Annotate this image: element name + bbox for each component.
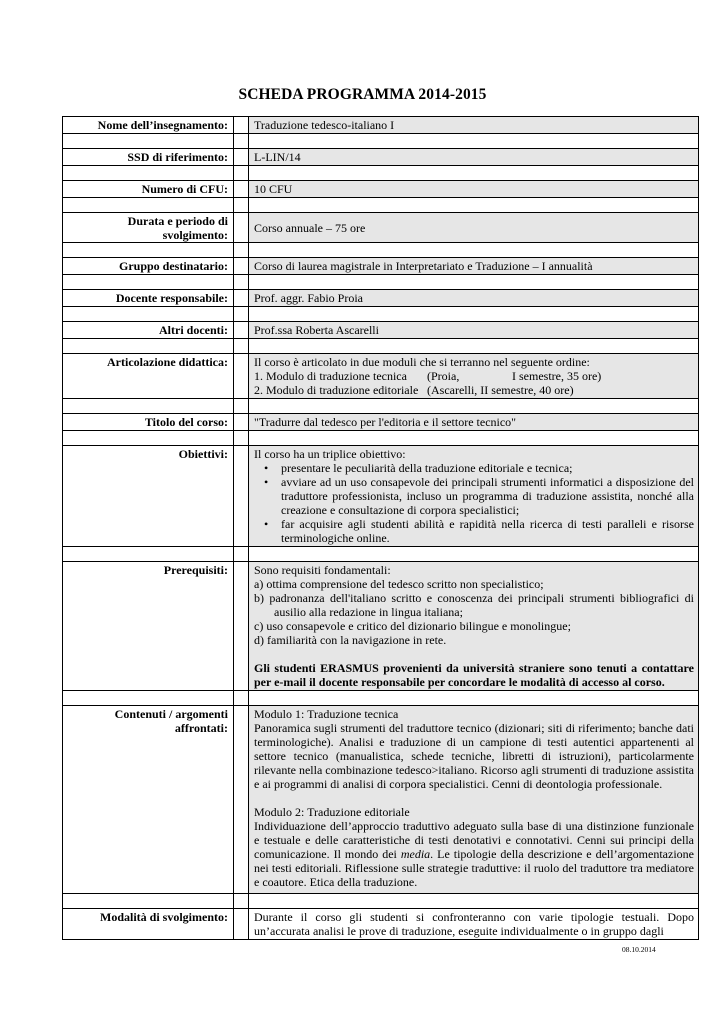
label-cfu: Numero di CFU: bbox=[63, 181, 234, 198]
list-item: a) ottima comprensione del tedesco scritto non specialistico; bbox=[254, 577, 544, 591]
prerequisiti-intro: Sono requisiti fondamentali: bbox=[254, 563, 391, 577]
value-ssd: L-LIN/14 bbox=[249, 149, 699, 166]
row-cfu bbox=[63, 181, 699, 198]
list-item: b) padronanza dell'italiano scritto e conoscenza dei principali strumenti bibliografici di ausilio alla redazione in lingua italiana; bbox=[254, 591, 694, 619]
module-line-1: 1. Modulo di traduzione tecnica (Proia, I semestre, 35 ore) bbox=[254, 369, 602, 383]
row-durata bbox=[63, 213, 699, 243]
value-altri: Prof.ssa Roberta Ascarelli bbox=[249, 322, 699, 339]
label-articolazione: Articolazione didattica: bbox=[63, 354, 234, 399]
label-obiettivi: Obiettivi: bbox=[63, 446, 234, 547]
row-altri bbox=[63, 322, 699, 339]
value-modalita: Durante il corso gli studenti si confronteranno con varie tipologie testuali. Dopo un’accurata analisi le prove di traduzione, eseguite individualmente o in gruppo dagli bbox=[249, 909, 699, 940]
label-altri: Altri docenti: bbox=[63, 322, 234, 339]
row-docente bbox=[63, 290, 699, 307]
label-titolo: Titolo del corso: bbox=[63, 414, 234, 431]
value-contenuti bbox=[249, 706, 699, 894]
value-gruppo: Corso di laurea magistrale in Interpretariato e Traduzione – I annualità bbox=[249, 258, 699, 275]
label-modalita: Modalità di svolgimento: bbox=[63, 909, 234, 940]
module-2-title: Modulo 2: Traduzione editoriale bbox=[254, 805, 410, 819]
label-prerequisiti: Prerequisiti: bbox=[63, 562, 234, 691]
value-docente: Prof. aggr. Fabio Proia bbox=[249, 290, 699, 307]
value-articolazione bbox=[249, 354, 699, 399]
label-durata: Durata e periodo di svolgimento: bbox=[63, 213, 234, 243]
obiettivi-intro: Il corso ha un triplice obiettivo: bbox=[254, 447, 406, 461]
document-title: SCHEDA PROGRAMMA 2014-2015 bbox=[238, 86, 487, 103]
row-contenuti bbox=[63, 706, 699, 894]
row-prerequisiti bbox=[63, 562, 699, 691]
row-titolo bbox=[63, 414, 699, 431]
obiettivi-list bbox=[254, 461, 694, 545]
list-item: d) familiarità con la navigazione in rete. bbox=[254, 633, 447, 647]
row-gruppo bbox=[63, 258, 699, 275]
label-docente: Docente responsabile: bbox=[63, 290, 234, 307]
list-item: • presentare le peculiarità della traduzione editoriale e tecnica; bbox=[281, 461, 694, 475]
label-nome: Nome dell’insegnamento: bbox=[63, 117, 234, 134]
row-articolazione bbox=[63, 354, 699, 399]
value-cfu: 10 CFU bbox=[249, 181, 699, 198]
footer-date: 08.10.2014 bbox=[622, 945, 656, 954]
label-contenuti: Contenuti / argomenti affrontati: bbox=[63, 706, 234, 894]
value-durata: Corso annuale – 75 ore bbox=[249, 213, 699, 243]
row-obiettivi bbox=[63, 446, 699, 547]
module-line-2: 2. Modulo di traduzione editoriale (Ascarelli, II semestre, 40 ore) bbox=[254, 383, 574, 397]
module-2-text: Individuazione dell’approccio traduttivo adeguato sulla base di una distinzione funzionale e testuale e delle caratteristiche di testi denotativi e connotativi. Cenni sui principi della comunicazione. Il mondo dei media. Le tipologie della descrizione e dell’argomentazione nei testi editoriali. Riflessione sulle strategie traduttive: il ruolo del traduttore tra mediatore e coautore. Etica della traduzione. bbox=[254, 819, 694, 889]
label-gruppo: Gruppo destinatario: bbox=[63, 258, 234, 275]
list-item: • far acquisire agli studenti abilità e rapidità nella ricerca di testi paralleli e risorse terminologiche online. bbox=[281, 517, 694, 545]
list-item: • avviare ad un uso consapevole dei principali strumenti informatici a disposizione del traduttore professionista, incluso un programma di traduzione assistita, nonché alla creazione e consultazione di corpora specialistici; bbox=[281, 475, 694, 517]
erasmus-note: Gli studenti ERASMUS provenienti da università straniere sono tenuti a contattare per e-mail il docente responsabile per concordare le modalità di accesso al corso. bbox=[254, 661, 694, 689]
value-titolo: "Tradurre dal tedesco per l'editoria e il settore tecnico" bbox=[249, 414, 699, 431]
program-table bbox=[62, 116, 699, 940]
module-1-title: Modulo 1: Traduzione tecnica bbox=[254, 707, 399, 721]
row-ssd bbox=[63, 149, 699, 166]
label-ssd: SSD di riferimento: bbox=[63, 149, 234, 166]
row-nome bbox=[63, 117, 699, 134]
articolazione-intro: Il corso è articolato in due moduli che si terranno nel seguente ordine: bbox=[254, 355, 590, 369]
row-modalita bbox=[63, 909, 699, 940]
value-prerequisiti bbox=[249, 562, 699, 691]
value-nome: Traduzione tedesco-italiano I bbox=[249, 117, 699, 134]
value-obiettivi bbox=[249, 446, 699, 547]
module-1-text: Panoramica sugli strumenti del traduttore tecnico (dizionari; siti di riferimento; banche dati terminologiche). Analisi e traduzione di un campione di testi autentici appartenenti al settore tecnico (manualistica, schede tecniche, libretti di istruzioni), particolarmente rilevante nella combinazione tedesco>italiano. Ricorso agli strumenti di traduzione assistita e ai programmi di analisi di corpora specialistici. Cenni di deontologia professionale. bbox=[254, 721, 694, 791]
list-item: c) uso consapevole e critico del dizionario bilingue e monolingue; bbox=[254, 619, 571, 633]
